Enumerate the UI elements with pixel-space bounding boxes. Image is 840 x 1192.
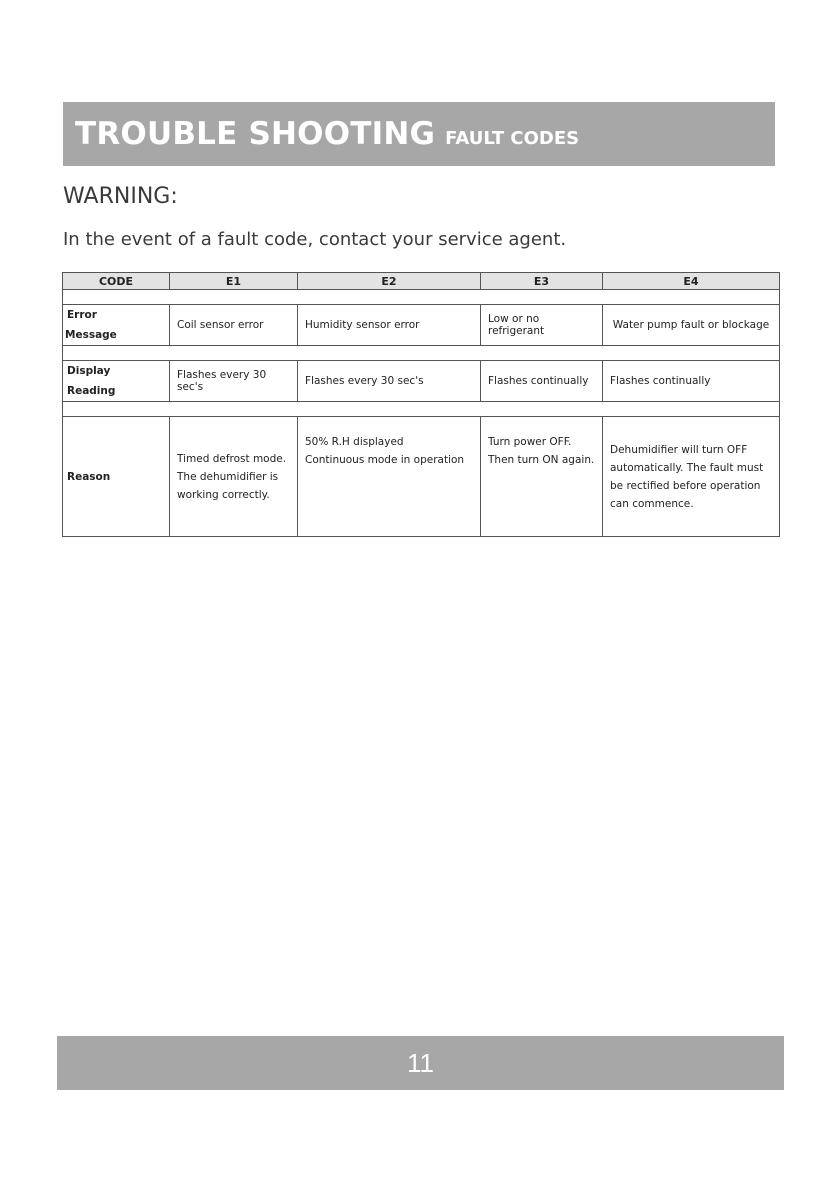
reason-line: working correctly.	[177, 488, 270, 501]
cell-e3-display: Flashes continually	[481, 361, 603, 402]
cell-e4-error: Water pump fault or blockage	[603, 305, 780, 346]
row-label-reason: Reason	[63, 417, 170, 537]
cell-e3-reason	[481, 417, 603, 537]
cell-e1-display: Flashes every 30 sec's	[170, 361, 298, 402]
cell-e1-error: Coil sensor error	[170, 305, 298, 346]
cell-e4-display: Flashes continually	[603, 361, 780, 402]
spacer-row	[63, 402, 780, 417]
cell-e4-reason	[603, 417, 780, 537]
cell-e1-reason	[170, 417, 298, 537]
reason-line: Continuous mode in operation	[305, 454, 465, 466]
table-row-reason	[63, 417, 780, 537]
cell-e3-error: Low or no refrigerant	[481, 305, 603, 346]
section-header-bar	[63, 102, 775, 166]
reason-line: The dehumidifier is	[177, 470, 279, 483]
table-row-error-message	[63, 305, 780, 346]
header-e3: E3	[481, 273, 603, 290]
row-label-line: Message	[65, 329, 117, 341]
spacer-row	[63, 290, 780, 305]
footer-bar	[57, 1036, 784, 1090]
reason-line: 50% R.H displayed	[305, 436, 404, 448]
reason-line: automatically. The fault must	[610, 461, 764, 474]
reason-line: Timed defrost mode.	[177, 452, 287, 465]
reason-line: Turn power OFF.	[488, 436, 572, 448]
page-number: 11	[407, 1047, 434, 1078]
instruction-text: In the event of a fault code, contact your service agent.	[63, 229, 567, 250]
row-label-error-message	[63, 305, 170, 346]
table-row-display-reading	[63, 361, 780, 402]
header-code: CODE	[63, 273, 170, 290]
section-subtitle: FAULT CODES	[445, 127, 580, 149]
row-label-line: Error	[67, 309, 97, 321]
header-e1: E1	[170, 273, 298, 290]
header-e2: E2	[298, 273, 481, 290]
warning-label: WARNING:	[63, 184, 178, 209]
cell-e2-reason	[298, 417, 481, 537]
row-label-line: Reading	[67, 385, 116, 397]
reason-line: Then turn ON again.	[488, 454, 595, 466]
header-e4: E4	[603, 273, 780, 290]
row-label-line: Display	[67, 365, 111, 377]
cell-e2-error: Humidity sensor error	[298, 305, 481, 346]
cell-e2-display: Flashes every 30 sec's	[298, 361, 481, 402]
reason-line: be rectified before operation	[610, 479, 761, 492]
row-label-display-reading	[63, 361, 170, 402]
reason-line: can commence.	[610, 497, 694, 510]
reason-line: Dehumidifier will turn OFF	[610, 443, 748, 456]
section-title: TROUBLE SHOOTING	[75, 116, 436, 152]
table-header-row	[63, 273, 780, 290]
fault-codes-table	[62, 272, 780, 537]
spacer-row	[63, 346, 780, 361]
